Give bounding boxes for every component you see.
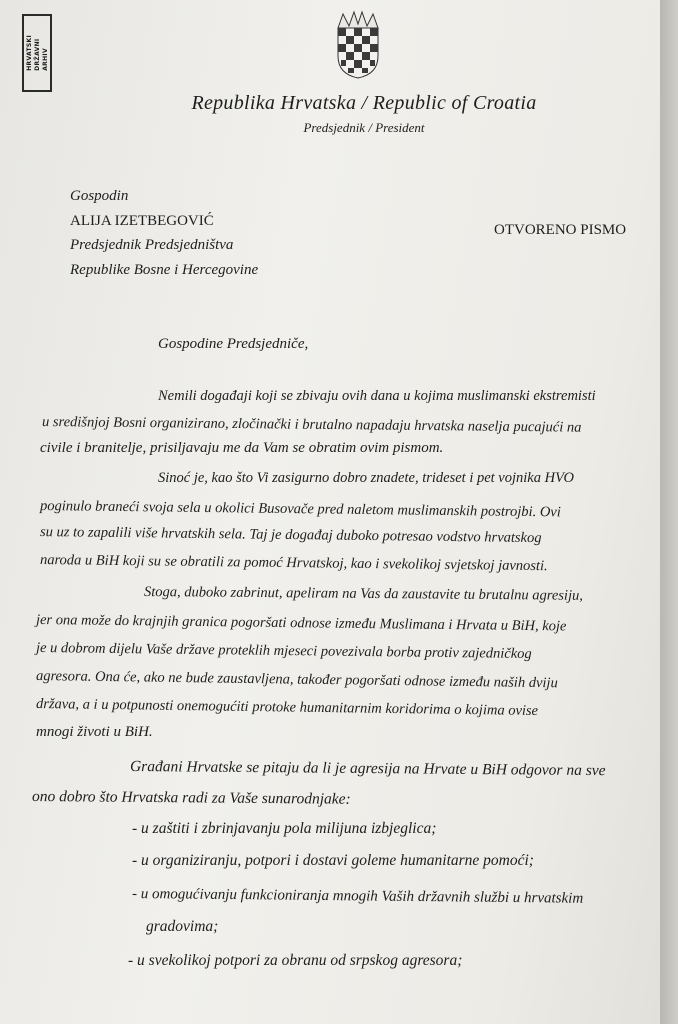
address-salutation: Gospodin: [70, 188, 129, 204]
p3-line-3: je u dobrom dijelu Vaše države proteklih mjeseci povezivala borba protiv zajedničkog: [35, 640, 532, 663]
recipient-country: Republike Bosne i Hercegovine: [70, 262, 259, 278]
bullet-item: - u svekolikoj potpori za obranu od srpskog agresora;: [128, 952, 463, 969]
recipient-role: Predsjednik Predsjedništva: [70, 237, 234, 253]
p1-line-1: Nemili događaji koji se zbivaju ovih dana u kojima muslimanski ekstremisti: [158, 388, 596, 404]
archive-stamp: [22, 14, 52, 92]
stamp-line-3: ARHIV: [41, 48, 49, 71]
recipient-name: ALIJA IZETBEGOVIĆ: [70, 213, 214, 229]
p1-line-2: u središnjoj Bosni organizirano, zločinački i brutalno napadaju hrvatska naselja pucajući na: [41, 414, 582, 436]
p2-line-1: Sinoć je, kao što Vi zasigurno dobro znadete, trideset i pet vojnika HVO: [158, 470, 574, 486]
bullet-item: - u omogućivanju funkcioniranja mnogih Vaših državnih službi u hrvatskim: [131, 886, 584, 907]
p2-line-2: poginulo braneći svoja sela u okolici Busovače pred naletom muslimanskih postrojbi. Ovi: [39, 498, 561, 521]
bullet-item: - u zaštiti i zbrinjavanju pola milijuna izbjeglica;: [132, 820, 437, 837]
greeting: Gospodine Predsjedniče,: [158, 336, 309, 352]
letter-type: OTVORENO PISMO: [494, 222, 627, 238]
p3-line-4: agresora. Ona će, ako ne bude zaustavljena, također pogoršati odnose između naših dviju: [35, 668, 558, 692]
header-title: Republika Hrvatska / Republic of Croatia: [191, 92, 537, 114]
p4-line-2: ono dobro što Hrvatska radi za Vaše sunarodnjake:: [31, 788, 351, 808]
p3-line-6: mnogi životi u BiH.: [36, 724, 153, 740]
header-subtitle: Predsjednik / President: [303, 120, 425, 135]
page-edge: [660, 0, 678, 1024]
p4-line-1: Građani Hrvatske se pitaju da li je agresija na Hrvate u BiH odgovor na sve: [129, 758, 606, 780]
p3-line-2: jer ona može do krajnjih granica pogoršati odnose između Muslimana i Hrvata u BiH, koje: [35, 612, 567, 635]
bullet-item: - u organiziranju, potpori i dostavi goleme humanitarne pomoći;: [132, 852, 534, 869]
stamp-line-2: DRŽAVNI: [33, 38, 41, 71]
bullet-item: gradovima;: [146, 918, 219, 935]
p1-line-3: civile i branitelje, prisiljavaju me da Vam se obratim ovim pismom.: [40, 440, 444, 456]
p2-line-3: su uz to zapalili više hrvatskih sela. Taj je događaj duboko potresao vodstvo hrvatskog: [39, 524, 542, 547]
p3-line-5: država, a i u potpunosti onemogućiti protoke humanitarnim koridorima o kojima ovise: [35, 696, 539, 720]
p2-line-4: naroda u BiH koji su se obratili za pomoć Hrvatskoj, kao i svekolikoj svjetskoj javnosti.: [39, 552, 548, 575]
stamp-line-1: HRVATSKI: [25, 35, 33, 71]
coat-of-arms-icon: [335, 8, 381, 80]
p3-line-1: Stoga, duboko zabrinut, apeliram na Vas da zaustavite tu brutalnu agresiju,: [143, 584, 583, 604]
